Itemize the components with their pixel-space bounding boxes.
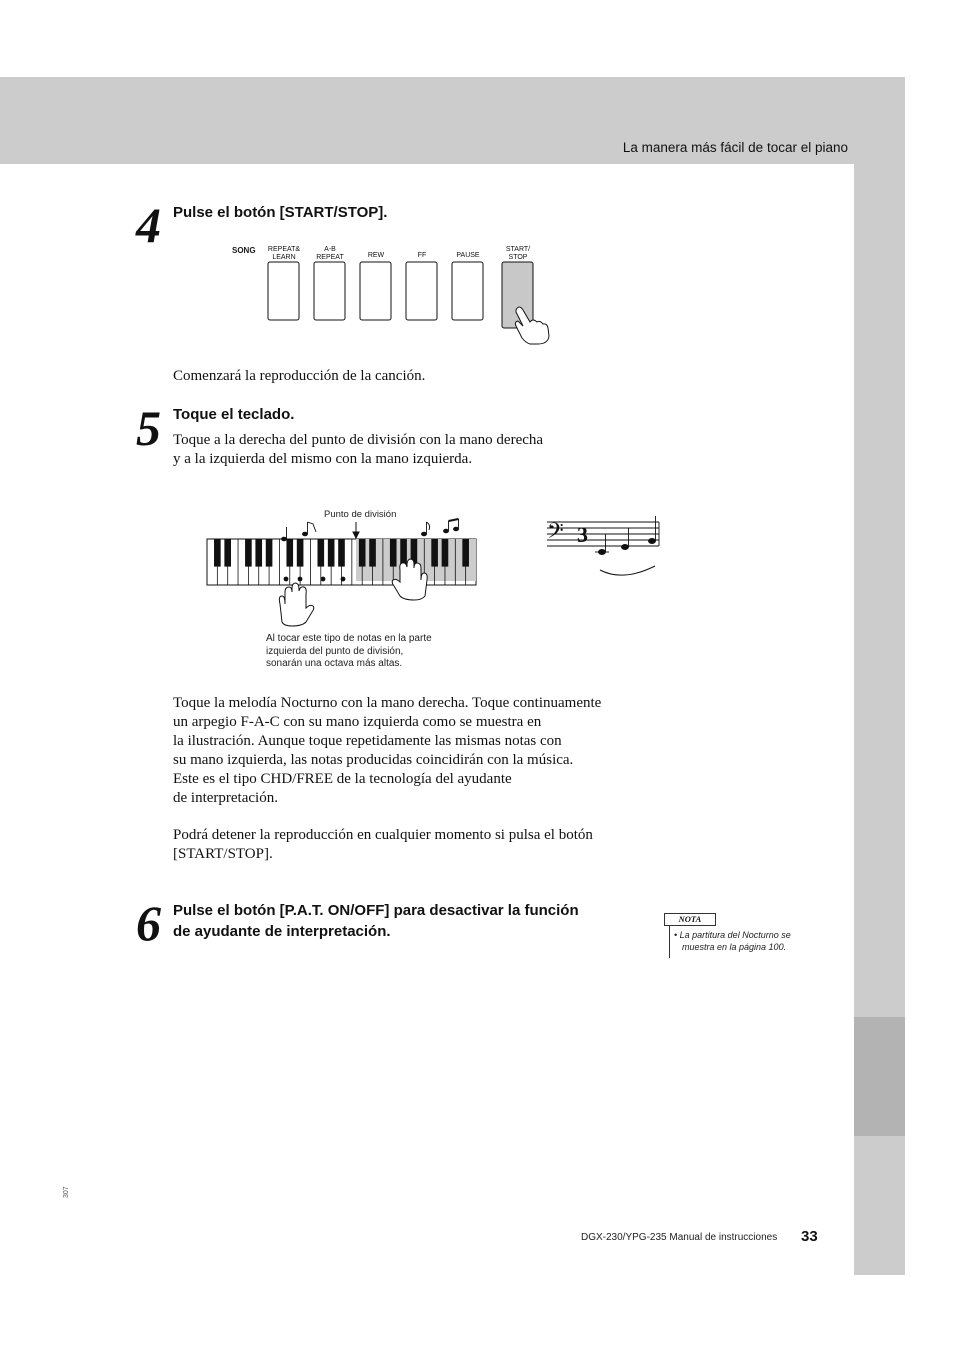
- black-key: [297, 539, 304, 567]
- text-line: Podrá detener la reproducción en cualquier momento si pulsa el botón: [173, 827, 593, 843]
- step-number-5: 5: [136, 400, 161, 456]
- text-line: de interpretación.: [173, 790, 278, 806]
- caption-line: Al tocar este tipo de notas en la parte: [266, 633, 432, 644]
- black-key: [328, 539, 335, 567]
- phrase-slur: [600, 566, 655, 575]
- button-label-text: REPEAT& LEARN: [267, 246, 301, 261]
- black-key: [390, 539, 397, 567]
- step-number-6: 6: [136, 895, 161, 951]
- caption-line: sonarán una octava más altas.: [266, 658, 403, 669]
- step-5-title: Toque el teclado.: [173, 406, 295, 423]
- step-4-title: Pulse el botón [START/STOP].: [173, 204, 388, 221]
- keyboard-illustration: [200, 518, 490, 633]
- step-4-text: Comenzará la reproducción de la canción.: [173, 368, 426, 384]
- time-signature-icon: 3: [577, 522, 588, 547]
- section-title: La manera más fácil de tocar el piano: [622, 140, 848, 155]
- black-key: [255, 539, 262, 567]
- button-label-text: FF: [417, 252, 427, 259]
- text-line: un arpegio F-A-C con su mano izquierda como se muestra en: [173, 714, 542, 730]
- black-key: [369, 539, 376, 567]
- song-label: SONG: [232, 246, 256, 255]
- caption-line: izquierda del punto de división,: [266, 645, 404, 657]
- button-label-text: A-B REPEAT: [316, 246, 344, 261]
- step-5-text: [173, 431, 633, 469]
- black-key: [431, 539, 438, 567]
- step-number-4: 4: [136, 197, 161, 253]
- note-rule: [669, 925, 670, 958]
- split-point-arrow-icon: [353, 522, 359, 538]
- ff-button[interactable]: [406, 262, 437, 320]
- black-key: [245, 539, 252, 567]
- text-line: Toque la melodía Nocturno con la mano derecha. Toque continuamente: [173, 695, 602, 711]
- text-line: Toque a la derecha del punto de división con la mano derecha: [173, 432, 544, 448]
- black-key: [462, 539, 469, 567]
- footer-model-text: DGX-230/YPG-235 Manual de instrucciones: [581, 1232, 778, 1243]
- chapter-tab: [854, 1017, 905, 1136]
- keyboard-caption: [266, 633, 432, 671]
- start-stop-button[interactable]: [502, 262, 533, 328]
- black-key: [338, 539, 345, 567]
- music-notes-icon: [282, 519, 459, 541]
- print-code: 307: [63, 1186, 70, 1198]
- ab-repeat-button[interactable]: [314, 262, 345, 320]
- bass-clef-notation: [543, 512, 665, 582]
- black-key: [224, 539, 231, 567]
- step-5-paragraph-2: [173, 826, 653, 864]
- title-line: Pulse el botón [P.A.T. ON/OFF] para desactivar la función: [173, 902, 579, 919]
- button-label-text: REW: [367, 252, 385, 259]
- note-tag: NOTA: [664, 913, 716, 926]
- text-line: y a la izquierda del mismo con la mano izquierda.: [173, 451, 473, 467]
- text-line: su mano izquierda, las notas producidas coincidirán con la música.: [173, 752, 574, 768]
- button-label-text: PAUSE: [456, 252, 480, 259]
- black-key: [214, 539, 221, 567]
- note-text: [674, 930, 814, 953]
- panel-buttons-drawing: [230, 244, 560, 354]
- step-6-title: [173, 900, 653, 942]
- left-hand-icon: [279, 583, 313, 626]
- rew-button[interactable]: [360, 262, 391, 320]
- button-label-text: START/ STOP: [505, 246, 531, 261]
- black-key: [359, 539, 366, 567]
- black-key: [286, 539, 293, 567]
- song-button-panel: [230, 244, 560, 354]
- repeat-learn-button[interactable]: [268, 262, 299, 320]
- pause-button[interactable]: [452, 262, 483, 320]
- black-key: [317, 539, 324, 567]
- note-line: • La partitura del Nocturno se: [674, 930, 791, 940]
- text-line: [START/STOP].: [173, 846, 273, 862]
- black-key: [442, 539, 449, 567]
- step-5-paragraph-1: [173, 694, 653, 808]
- staff-lines: [547, 522, 659, 546]
- text-line: la ilustración. Aunque toque repetidamente las mismas notas con: [173, 733, 562, 749]
- bass-clef-icon: 𝄢: [547, 519, 564, 549]
- text-line: Este es el tipo CHD/FREE de la tecnología del ayudante: [173, 771, 512, 787]
- black-key: [266, 539, 273, 567]
- split-point-label: Punto de división: [324, 509, 397, 520]
- title-line: de ayudante de interpretación.: [173, 923, 391, 940]
- page-number: 33: [801, 1228, 818, 1245]
- note-line: muestra en la página 100.: [682, 941, 787, 952]
